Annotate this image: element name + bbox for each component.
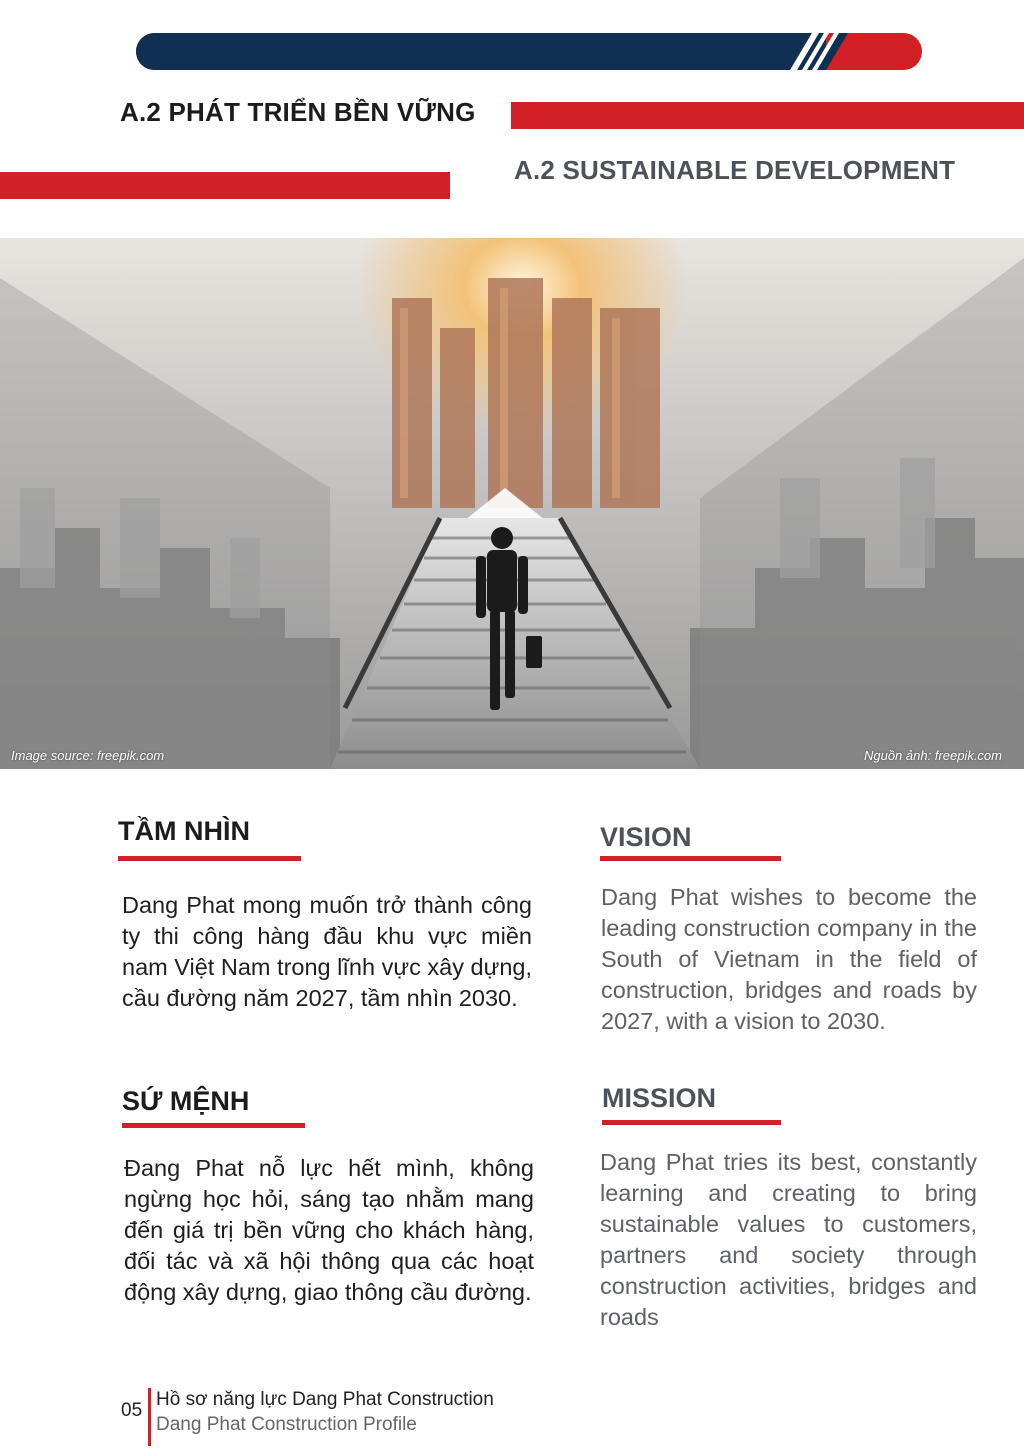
vision-body-vi: Dang Phat mong muốn trở thành công ty thi công hàng đầu khu vực miền nam Việt Nam trong lĩnh vực xây dựng, cầu đường năm 2027, tầm nhìn 2030. (122, 892, 532, 1011)
page-title-en: A.2 SUSTAINABLE DEVELOPMENT (514, 155, 956, 185)
mission-body-vi: Đang Phat nỗ lực hết mình, không ngừng học hỏi, sáng tạo nhằm mang đến giá trị bền vững cho khách hàng, đối tác và xã hội thông qua các hoạt động xây dựng, giao thông cầu đường. (124, 1155, 534, 1305)
image-source-caption: Image source: freepik.com (11, 748, 165, 763)
footer-title-vi: Hồ sơ năng lực Dang Phat Construction (156, 1389, 494, 1410)
mission-title-vi-underline (122, 1123, 305, 1128)
page-title-vi: A.2 PHÁT TRIỂN BỀN VỮNG (120, 97, 476, 127)
mission-title-vi: SỨ MỆNH (122, 1086, 250, 1116)
vision-title-en-underline (600, 856, 781, 861)
mission-body-en: Dang Phat tries its best, constantly learning and creating to bring sustainable values to customers, partners and society through construction activities, bridges and roads (600, 1149, 977, 1330)
footer-title-en: Dang Phat Construction Profile (156, 1414, 417, 1435)
page-number: 05 (121, 1400, 143, 1421)
vision-body-en: Dang Phat wishes to become the leading construction company in the South of Vietnam in the field of construction, bridges and roads by 2027, with a vision to 2030. (601, 884, 977, 1034)
vision-title-vi-underline (118, 856, 301, 861)
vision-title-en: VISION (600, 822, 692, 852)
hero-image (0, 238, 1024, 769)
vision-title-vi: TẦM NHÌN (118, 816, 250, 846)
footer-divider (148, 1388, 151, 1446)
heading-accent-bar-left (0, 172, 450, 199)
top-banner (136, 33, 922, 70)
mission-title-en-underline (602, 1120, 781, 1125)
image-source-caption-vi: Nguồn ảnh: freepik.com (863, 748, 1002, 763)
top-banner-stripes (136, 33, 922, 70)
mission-title-en: MISSION (602, 1083, 717, 1113)
heading-accent-bar-right (511, 102, 1024, 129)
